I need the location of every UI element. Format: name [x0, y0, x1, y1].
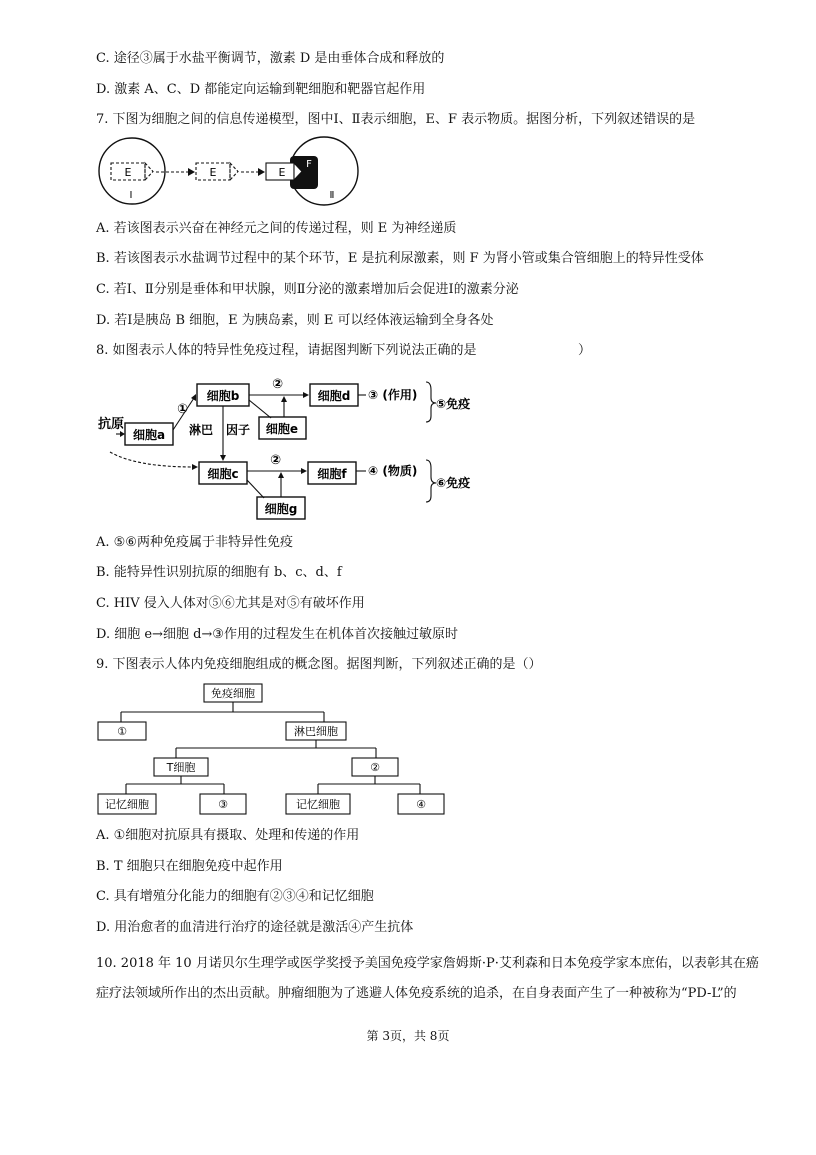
- q9-option-b: B. T 细胞只在细胞免疫中起作用: [96, 859, 283, 874]
- antigen-to-c-head: [192, 464, 198, 470]
- node-3-label: ③: [218, 798, 228, 811]
- q10-stem: 10. 2018 年 10 月诺贝尔生理学或医学奖授予美国免疫学家詹姆斯·P·艾利森和日本免疫学家本庶佑，以表彰其在癌症疗法领域所作出的杰出贡献。肿瘤细胞为了逃避人体免疫系统的追杀，在自身表面产生了一种被称为“PD-L”的: [96, 956, 759, 1001]
- q8-stem: 8. 如图表示人体的特异性免疫过程，请据图判断下列说法正确的是: [96, 343, 477, 358]
- cell-f-label: 细胞f: [317, 467, 347, 481]
- q8-option-c: C. HIV 侵入人体对⑤⑥尤其是对⑤有破坏作用: [96, 596, 365, 611]
- immune-5-label: ⑤免疫: [436, 397, 471, 411]
- memory-2-label: 记忆细胞: [296, 798, 340, 811]
- memory-1-label: 记忆细胞: [105, 798, 149, 811]
- q6-option-c: C. 途径③属于水盐平衡调节，激素 D 是由垂体合成和释放的: [96, 51, 445, 66]
- node-4-label: ④: [416, 798, 426, 811]
- q8-diagram: [96, 370, 496, 525]
- node-1-label: ①: [117, 725, 127, 738]
- cell-1-label: Ⅰ: [129, 190, 133, 201]
- q7-option-d: D. 若Ⅰ是胰岛 B 细胞，E 为胰岛素，则 E 可以经体液运输到全身各处: [96, 313, 494, 328]
- q8-option-b: B. 能特异性识别抗原的细胞有 b、c、d、f: [96, 565, 342, 580]
- q9-stem: 9. 下图表示人体内免疫细胞组成的概念图。据图判断，下列叙述正确的是（）: [96, 657, 542, 672]
- mid-e-tip: [230, 163, 238, 180]
- step-2b-label: ②: [270, 453, 282, 468]
- mid-e-label: E: [209, 166, 217, 179]
- b-to-e: [249, 400, 271, 418]
- q9-option-c: C. 具有增殖分化能力的细胞有②③④和记忆细胞: [96, 889, 374, 904]
- antigen-to-c: [110, 452, 194, 467]
- antigen-label: 抗原: [98, 417, 125, 432]
- factor-label: 因子: [226, 423, 251, 437]
- cell-b-label: 细胞b: [206, 389, 240, 403]
- arrow-1-head: [188, 168, 195, 176]
- g-to-f-head: [278, 472, 284, 478]
- cell-e-label: 细胞e: [265, 422, 299, 436]
- root-label: 免疫细胞: [211, 687, 255, 700]
- cell-d-label: 细胞d: [317, 389, 351, 403]
- b-to-c-head: [220, 455, 226, 461]
- lymph-label: 淋巴细胞: [294, 725, 338, 738]
- cell-2-label: Ⅱ: [329, 190, 335, 201]
- cell-1-e-label: E: [124, 166, 132, 179]
- t-cell-label: T细胞: [166, 761, 196, 774]
- arrow-2-head: [258, 168, 265, 176]
- q6-option-d: D. 激素 A、C、D 都能定向运输到靶细胞和靶器官起作用: [96, 82, 426, 97]
- q9-option-d: D. 用治愈者的血清进行治疗的途径就是激活④产生抗体: [96, 920, 414, 935]
- q7-option-c: C. 若Ⅰ、Ⅱ分别是垂体和甲状腺，则Ⅱ分泌的激素增加后会促进Ⅰ的激素分泌: [96, 282, 519, 297]
- brace-5: [426, 382, 436, 422]
- cell-g-label: 细胞g: [264, 502, 298, 516]
- node-2-label: ②: [370, 761, 380, 774]
- brace-6: [426, 460, 436, 502]
- q8-paren: ）: [578, 343, 592, 358]
- cell-a-label: 细胞a: [132, 428, 166, 442]
- immune-6-label: ⑥免疫: [436, 476, 471, 490]
- page-footer: 第 3页，共 8页: [366, 1029, 450, 1043]
- action-label: ③ (作用): [368, 388, 418, 402]
- c-to-f-head: [301, 468, 307, 474]
- step-1-label: ①: [177, 402, 189, 417]
- cell-c-label: 细胞c: [207, 467, 239, 481]
- q9-option-a: A. ①细胞对抗原具有摄取、处理和传递的作用: [96, 828, 360, 843]
- cell-1-e-tip: [145, 163, 153, 180]
- cell-2-f-label: F: [306, 159, 312, 170]
- a-to-b-head: [191, 394, 196, 401]
- step-2a-label: ②: [272, 377, 284, 392]
- cell-2-e-label: E: [278, 166, 286, 179]
- q7-option-b: B. 若该图表示水盐调节过程中的某个环节，E 是抗利尿激素，则 F 为肾小管或集合管细胞上的特异性受体: [96, 251, 704, 266]
- q8-option-d: D. 细胞 e→细胞 d→③作用的过程发生在机体首次接触过敏原时: [96, 627, 458, 642]
- b-to-d-head: [303, 392, 309, 398]
- q7-option-a: A. 若该图表示兴奋在神经元之间的传递过程，则 E 为神经递质: [96, 221, 457, 236]
- q8-option-a: A. ⑤⑥两种免疫属于非特异性免疫: [96, 535, 293, 550]
- q9-diagram: [96, 682, 476, 820]
- e-to-d-head: [281, 396, 287, 402]
- substance-label: ④ (物质): [368, 464, 418, 478]
- c-to-g: [247, 480, 264, 498]
- q7-diagram: [96, 136, 376, 206]
- q7-stem: 7. 下图为细胞之间的信息传递模型，图中Ⅰ、Ⅱ表示细胞，E、F 表示物质。据图分析，下列叙述错误的是: [96, 112, 696, 127]
- lymph-label: 淋巴: [189, 423, 214, 437]
